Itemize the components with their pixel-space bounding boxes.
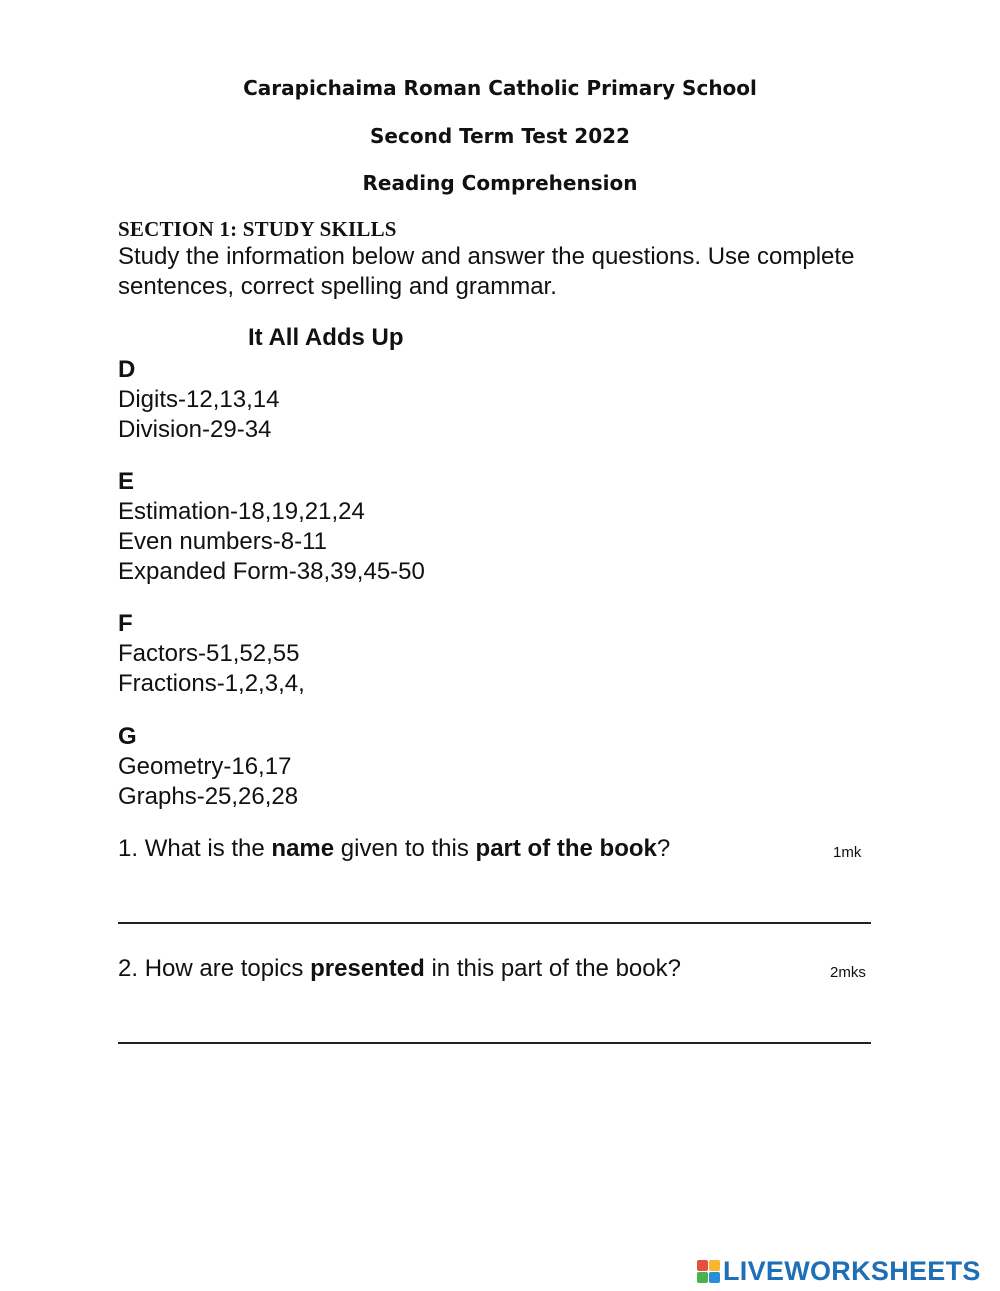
question-emphasis: presented (310, 955, 425, 982)
answer-line-2[interactable] (118, 1042, 871, 1044)
index-letter: E (118, 468, 135, 495)
instructions: Study the information below and answer the questions. Use complete sentences, correct spelling and grammar. (118, 243, 855, 300)
index-entry: Estimation-18,19,21,24 (118, 498, 365, 525)
index-entry: Factors-51,52,55 (118, 640, 300, 667)
question-number: 1. (118, 835, 139, 862)
index-entry: Division-29-34 (118, 416, 272, 443)
test-title: Second Term Test 2022 (370, 124, 630, 148)
index-entry: Digits-12,13,14 (118, 386, 280, 413)
index-letter: F (118, 610, 133, 637)
question-text: ? (656, 835, 671, 862)
question-2 (118, 955, 681, 983)
index-group-f (118, 609, 305, 699)
index-entry: Expanded Form-38,39,45-50 (118, 558, 425, 585)
section-title: SECTION 1: STUDY SKILLS (118, 217, 397, 241)
liveworksheets-logo-icon (697, 1260, 720, 1283)
question-number: 2. (118, 955, 139, 982)
logo-text: LIVEWORKSHEETS (723, 1255, 981, 1286)
index-group-e (118, 467, 425, 587)
question-text: How are topics (144, 955, 311, 982)
index-entry: Even numbers-8-11 (118, 528, 327, 555)
logo-tile (697, 1272, 708, 1283)
school-name: Carapichaima Roman Catholic Primary School (243, 76, 757, 100)
answer-line-1[interactable] (118, 922, 871, 924)
logo-tile (709, 1272, 720, 1283)
index-entry: Graphs-25,26,28 (118, 783, 299, 810)
question-emphasis: part of the book (475, 835, 657, 862)
question-text: in this part of the book? (424, 955, 681, 982)
index-group-d (118, 355, 279, 445)
subject-title: Reading Comprehension (362, 171, 638, 195)
question-2-marks: 2mks (830, 964, 866, 981)
logo-tile (709, 1260, 720, 1271)
question-1 (118, 835, 670, 863)
liveworksheets-logo (697, 1255, 981, 1287)
question-text: given to this (334, 835, 476, 862)
index-entry: Fractions-1,2,3,4, (118, 670, 305, 697)
index-letter: G (118, 723, 137, 750)
question-text: What is the (144, 835, 272, 862)
index-title: It All Adds Up (248, 324, 404, 351)
logo-tile (697, 1260, 708, 1271)
index-letter: D (118, 356, 136, 383)
index-group-g (118, 722, 298, 812)
index-entry: Geometry-16,17 (118, 753, 292, 780)
question-emphasis: name (271, 835, 335, 862)
question-1-marks: 1mk (833, 844, 862, 861)
